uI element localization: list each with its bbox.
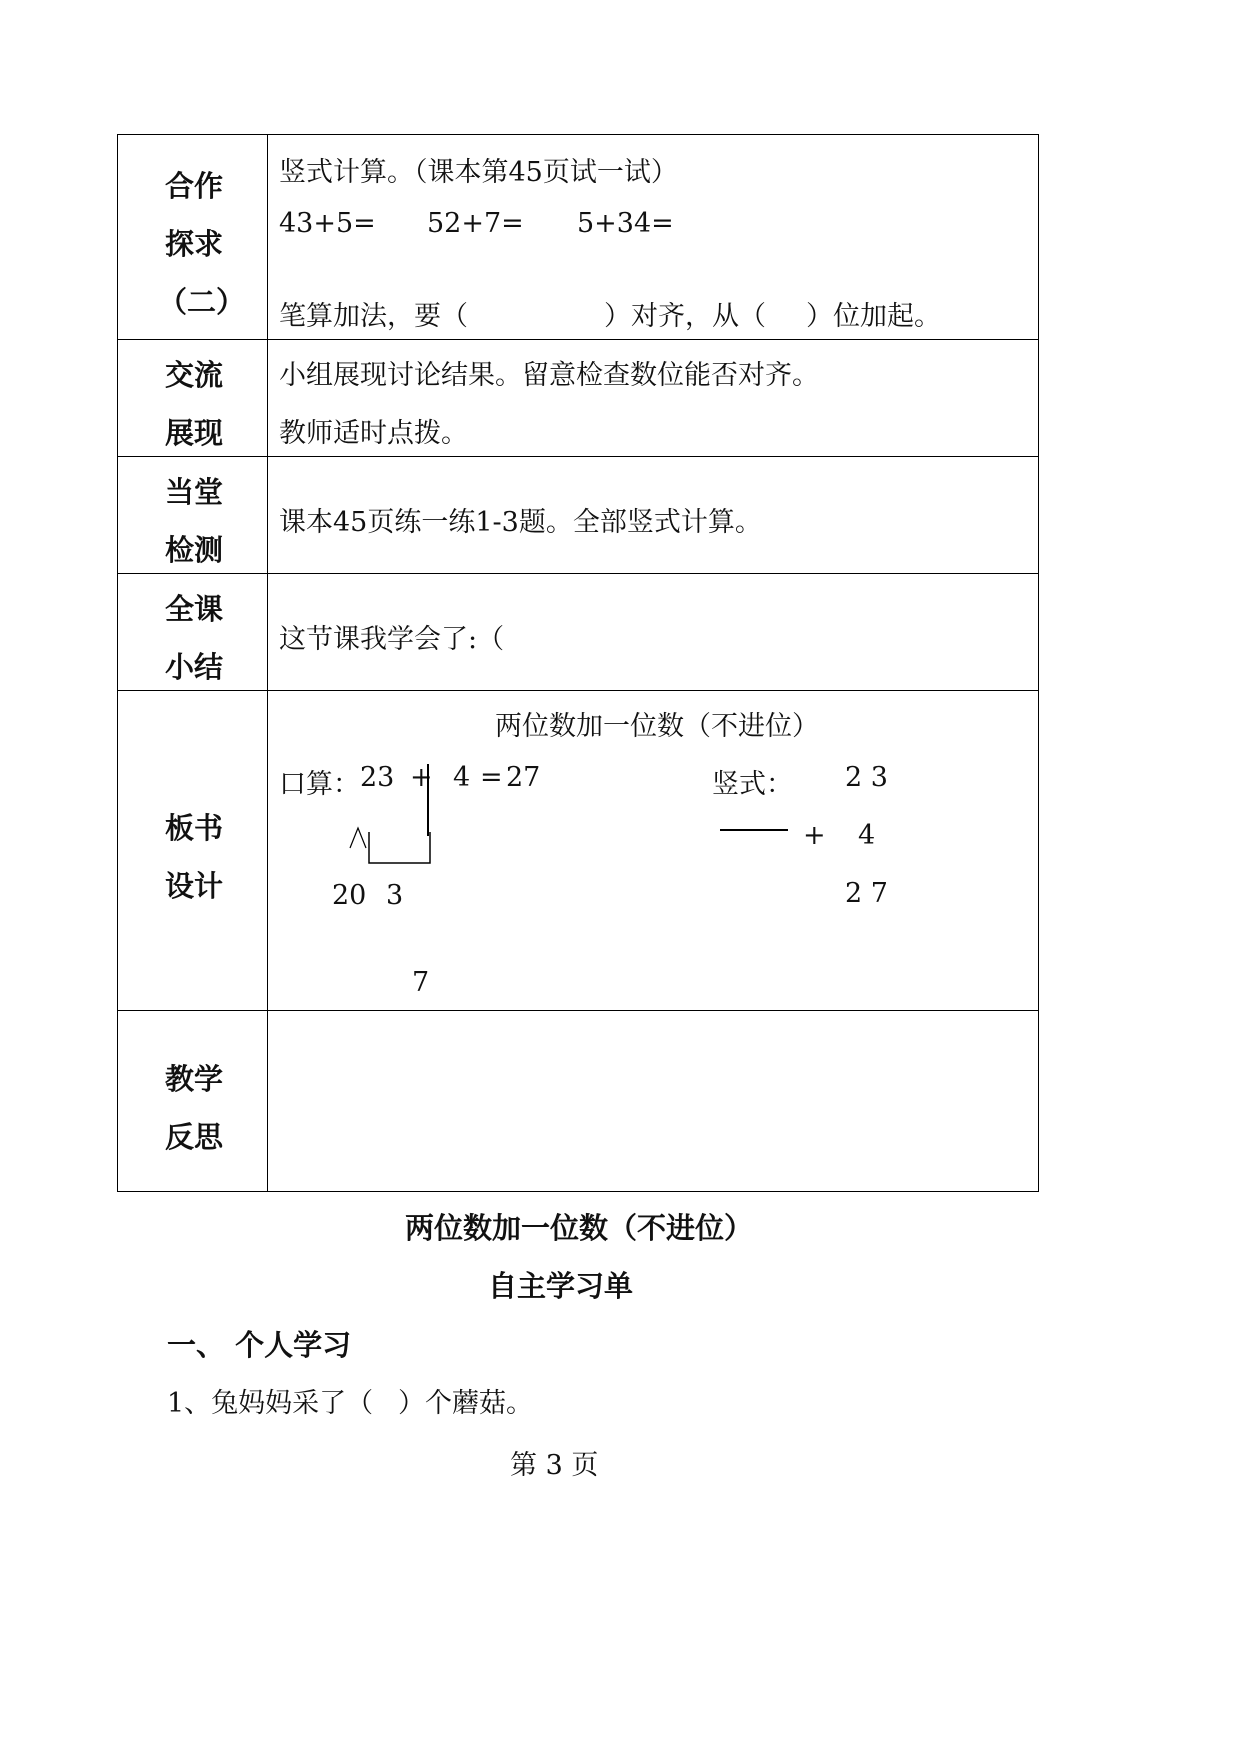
row-label: 设计 (165, 869, 224, 903)
row-label: （二） (158, 285, 246, 319)
table-border-right (1038, 134, 1039, 1192)
column-divider (267, 134, 268, 1192)
question-text: ）个蘑菇。 (398, 1388, 533, 1419)
split-tens: 20 (332, 880, 367, 911)
expression: 52+7= (427, 208, 524, 239)
oral-plus: + (410, 762, 433, 793)
worksheet-title: 两位数加一位数（不进位） (405, 1211, 754, 1245)
split-ones: 3 (386, 880, 404, 911)
fill-blank-text: ）对齐，从（ (604, 301, 766, 332)
fill-blank-text: 笔算加法，要（ (279, 301, 468, 332)
table-border-top (117, 134, 1039, 135)
row-label: 反思 (165, 1120, 224, 1154)
expression: 43+5= (279, 208, 376, 239)
row-label: 探求 (165, 227, 224, 261)
vertical-calc-label: 竖式： (712, 769, 793, 800)
row-label: 全课 (165, 592, 224, 626)
row-divider (117, 690, 1039, 691)
oral-result: 27 (506, 762, 541, 793)
row-divider (117, 339, 1039, 340)
oral-operand: 4 (453, 762, 471, 793)
row-divider (117, 456, 1039, 457)
task-text: 课本45页练一练1-3题。全部竖式计算。 (279, 507, 762, 538)
row-label: 检测 (165, 533, 224, 567)
task-text: 教师适时点拨。 (279, 418, 468, 449)
row-label: 板书 (165, 811, 224, 845)
vertical-top: 2 3 (845, 762, 888, 793)
vertical-mid: 4 (858, 820, 876, 851)
row-label: 小结 (165, 650, 224, 684)
vertical-result: 2 7 (845, 878, 888, 909)
oral-equals: = (480, 762, 503, 793)
expression: 5+34= (577, 208, 674, 239)
oral-operand: 23 (360, 762, 395, 793)
row-label: 交流 (165, 358, 224, 392)
oral-calc-label: 口算： (279, 769, 360, 800)
row-label: 合作 (165, 169, 224, 203)
row-divider (117, 1010, 1039, 1011)
vertical-line (720, 829, 788, 831)
vertical-plus: + (803, 820, 826, 851)
row-label: 教学 (165, 1062, 224, 1096)
worksheet-subtitle: 自主学习单 (488, 1269, 634, 1303)
section-heading: 一、 个人学习 (167, 1328, 352, 1362)
row-label: 当堂 (165, 475, 224, 509)
task-text: 小组展现讨论结果。留意检查数位能否对齐。 (279, 360, 819, 391)
split-diagram (340, 760, 450, 870)
question-text: 1、兔妈妈采了（ (167, 1388, 374, 1419)
table-border-left (117, 134, 118, 1192)
page-number: 第 3 页 (510, 1450, 599, 1481)
row-divider (117, 573, 1039, 574)
split-sum: 7 (412, 967, 430, 998)
table-border-bottom (117, 1191, 1039, 1192)
task-text: 竖式计算。（课本第45页试一试） (279, 157, 678, 188)
fill-blank-text: ）位加起。 (806, 301, 941, 332)
board-title: 两位数加一位数（不进位） (495, 711, 819, 742)
row-label: 展现 (165, 416, 224, 450)
task-text: 这节课我学会了:（ (279, 624, 505, 655)
